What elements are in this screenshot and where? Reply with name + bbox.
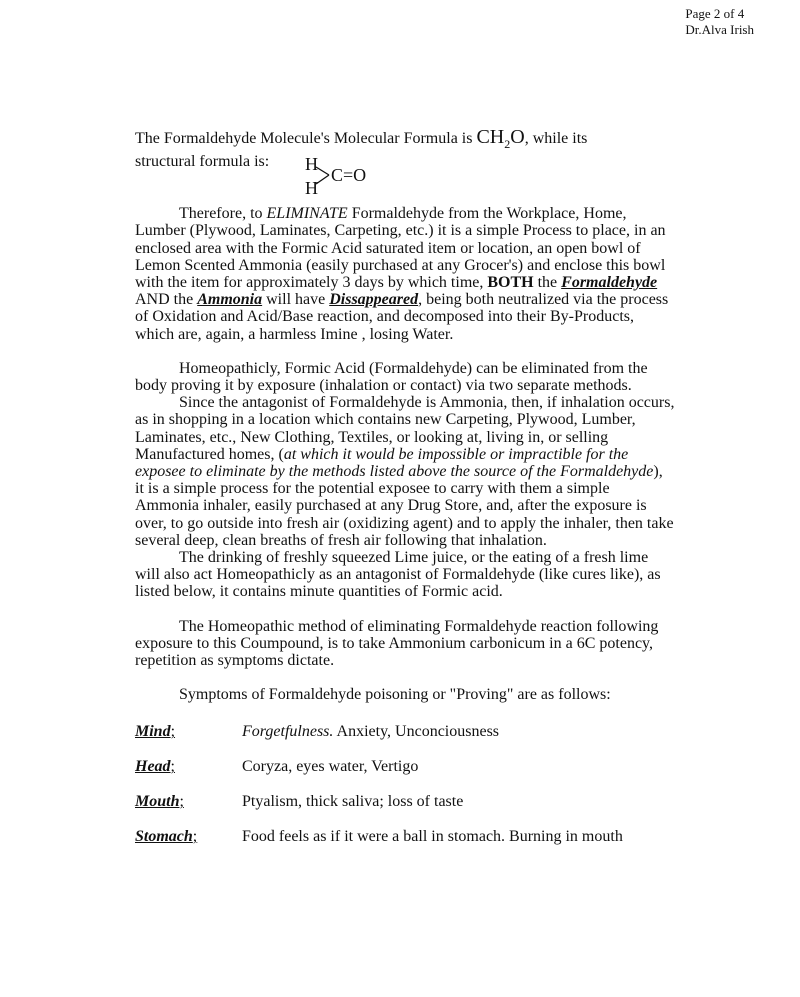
symptom-text-italic: Forgetfulness. (242, 723, 334, 741)
symptom-label-text: Head (135, 758, 171, 776)
p1-s2: Formaldehyde from the Workplace, Home, Lumber (Plywood, Laminates, Carpeting, etc.) it is a simple Process to place, in an enclosed area with the Formic Acid saturated item or location, an open bowl of Lemon Scented Ammonia (easily purchased at any Grocer's) and enclose this bowl with the item for approximately 3 days by which time, (135, 205, 666, 292)
symptom-text-body: Food feels as if it were a ball in stomach. Burning in mouth (242, 828, 623, 846)
p1-both: BOTH (487, 274, 534, 292)
formula-o: O (510, 126, 525, 148)
p3-italic: at which it would be impossible or impractible for the exposee to eliminate by the methods listed above the source of the Formaldehyde (135, 445, 654, 481)
paragraph-eliminate (135, 205, 675, 343)
symptom-row-stomach (135, 828, 675, 863)
symptom-label (135, 793, 242, 828)
symptom-sep: ; (170, 723, 176, 741)
symptom-label (135, 723, 242, 758)
molecular-formula (476, 126, 525, 151)
struct-co: C=O (331, 165, 367, 186)
p3-s1: Since the antagonist of Formaldehyde is Ammonia, then, if inhalation occurs, as in shopping in a location which contains new Carpeting, Plywood, Lumber, Laminates, etc., New Clothing, Textiles, or looking at, living in, or selling Manufactured homes, ( (135, 394, 675, 463)
symptom-label-text: Mouth (135, 793, 180, 811)
p1-s4: AND the (135, 291, 198, 309)
p1-s6: , being both neutralized via the process of Oxidation and Acid/Base reaction, and decomposed into their By-Products, which are, again, a harmless Imine , losing Water. (135, 291, 669, 343)
symptom-row-mind (135, 723, 675, 758)
page-number: Page 2 of 4 (685, 6, 745, 21)
symptom-label (135, 828, 242, 863)
p3-s2: ), it is a simple process for the potential exposee to carry with them a simple Ammonia inhaler, easily purchased at any Drug Store, and, after the exposure is over, to go outside into fresh air (oxidizing agent) and to apply the inhaler, then take several deep, clean breaths of fresh air following that inhalation. (135, 463, 674, 549)
formula-ch: CH (476, 126, 505, 148)
symptoms-title: Symptoms of Formaldehyde poisoning or "Proving" are as follows: (179, 686, 611, 704)
symptom-sep: ; (179, 793, 184, 811)
p1-s1: Therefore, to (179, 205, 267, 223)
structural-intro: structural formula is: (135, 153, 270, 171)
p1-s3: the (533, 274, 562, 292)
symptom-sep: ; (170, 758, 175, 776)
symptoms-list (135, 723, 675, 863)
symptom-sep: ; (192, 828, 198, 846)
p1-eliminate: ELIMINATE (266, 205, 348, 223)
document-body (135, 126, 675, 863)
symptom-text (242, 828, 675, 863)
paragraph-method: The Homeopathic method of eliminating Formaldehyde reaction following exposure to this Coumpound, is to take Ammonium carbonicum in a 6C potency, repetition as symptoms dictate. (135, 617, 659, 670)
author-name: Dr.Alva Irish (685, 22, 754, 37)
paragraph-lime: The drinking of freshly squeezed Lime juice, or the eating of a fresh lime will also act Homeopathicly as an antagonist of Formaldehyde (like cures like), as listed below, it contains minute quantities of Formic acid. (135, 549, 661, 601)
paragraph-homeopathicly: Homeopathicly, Formic Acid (Formaldehyde) can be eliminated from the body proving it by exposure (inhalation or contact) via two separate methods. (135, 359, 648, 395)
struct-h-top: H (305, 154, 318, 175)
formula-subscript: 2 (504, 137, 511, 151)
symptom-row-head (135, 758, 675, 793)
p1-formaldehyde: Formaldehyde (561, 274, 658, 292)
symptom-text (242, 723, 675, 758)
symptom-text (242, 758, 675, 793)
formula-intro: The Formaldehyde Molecule's Molecular Formula is (135, 130, 477, 147)
symptom-label-text: Stomach (135, 828, 193, 846)
page-header (685, 6, 754, 38)
symptom-label-text: Mind (135, 723, 171, 741)
p1-s5: will have (262, 291, 330, 309)
symptom-text-body: Ptyalism, thick saliva; loss of taste (242, 793, 464, 811)
formula-tail: , while its (524, 130, 588, 147)
structural-line (135, 153, 675, 199)
symptom-row-mouth (135, 793, 675, 828)
struct-h-bottom: H (305, 178, 318, 199)
symptom-text (242, 793, 675, 828)
symptom-label (135, 758, 242, 793)
p1-dissappeared: Dissappeared (329, 291, 419, 309)
formula-paragraph (135, 126, 675, 153)
structural-formula-diagram (275, 153, 367, 199)
p1-ammonia: Ammonia (197, 291, 263, 309)
symptom-text-body: Anxiety, Unconciousness (333, 723, 500, 741)
symptom-text-body: Coryza, eyes water, Vertigo (242, 758, 419, 776)
paragraph-antagonist (135, 394, 675, 549)
